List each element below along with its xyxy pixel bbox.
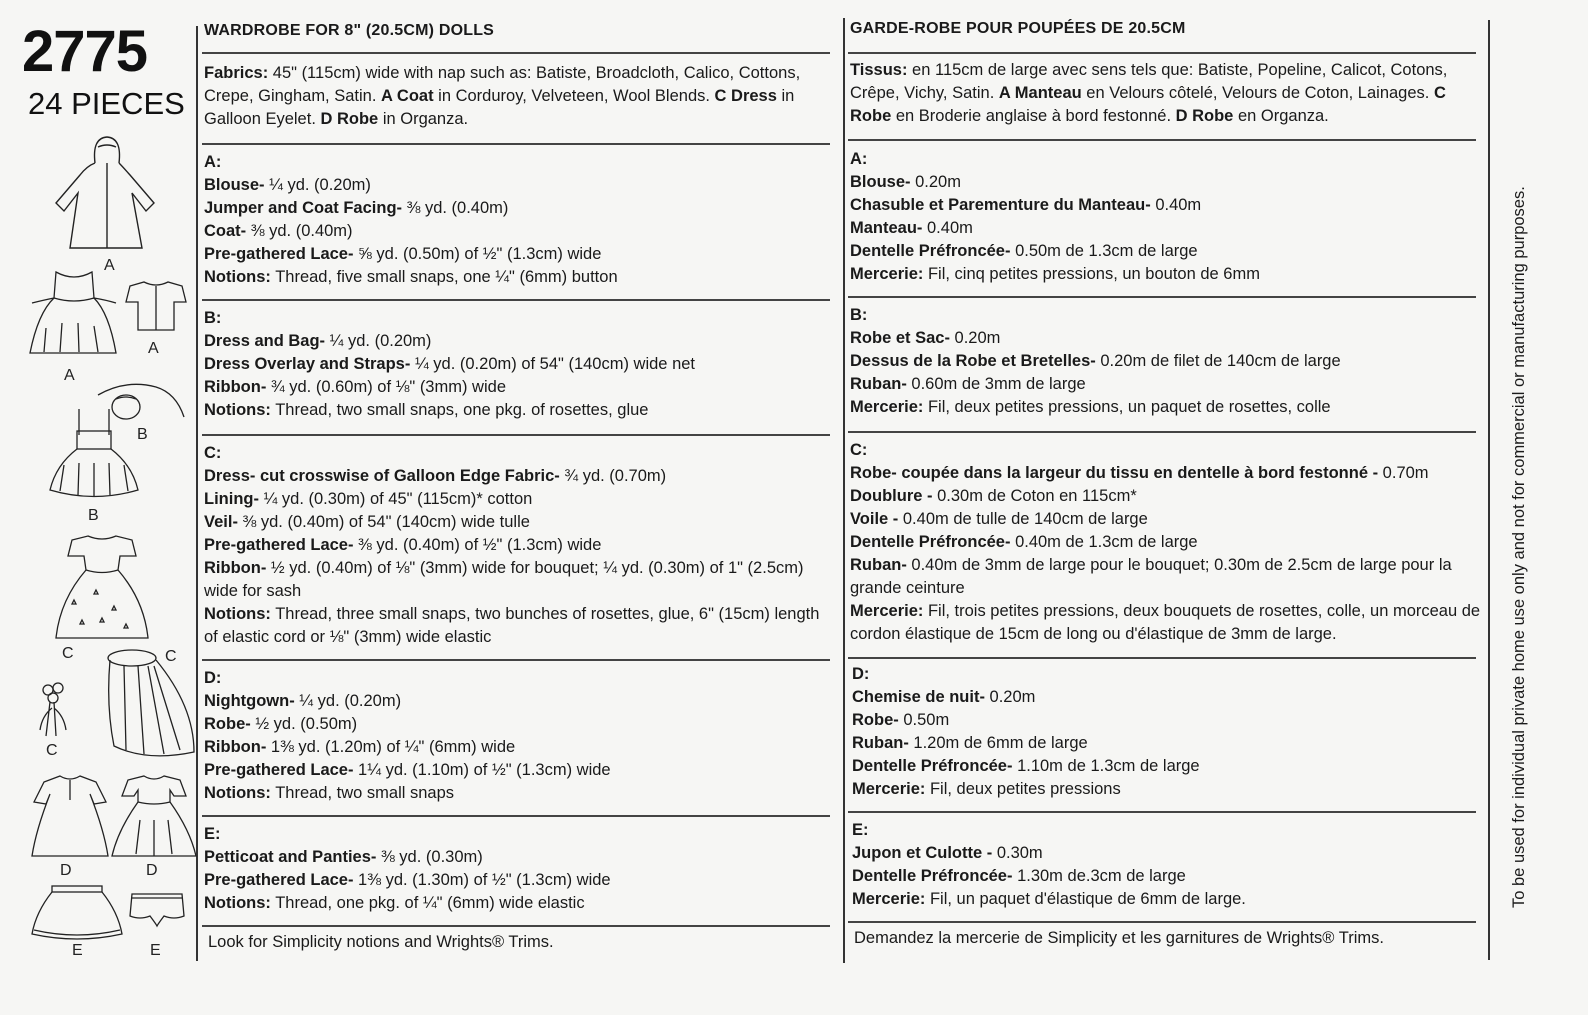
- material-label: Mercerie:: [850, 398, 924, 416]
- material-label: Chemise de nuit-: [852, 688, 985, 706]
- material-amount: 0.20m: [984, 688, 1036, 706]
- section-letter: C:: [204, 444, 222, 462]
- material-amount: ½ yd. (0.50m): [250, 715, 358, 733]
- illustration-petticoat: [30, 882, 124, 942]
- english-title: WARDROBE FOR 8" (20.5CM) DOLLS: [204, 22, 495, 39]
- section-letter: B:: [204, 309, 222, 327]
- material-label: Chasuble et Parementure du Manteau-: [850, 196, 1151, 214]
- material-label: Mercerie:: [852, 780, 926, 798]
- material-line: [204, 759, 834, 782]
- illustration-dress-b: [44, 405, 144, 500]
- illustration-panties: [128, 890, 186, 932]
- material-amount: ⅜ yd. (0.30m): [376, 848, 483, 866]
- material-label: Dress and Bag-: [204, 332, 326, 350]
- material-line: [852, 842, 1484, 865]
- material-label: Ribbon-: [204, 378, 267, 396]
- material-label: Doublure -: [850, 487, 933, 505]
- material-line: [204, 713, 834, 736]
- usage-disclaimer: To be used for individual private home use only and not for commercial or manufacturing purposes.: [1510, 186, 1528, 908]
- divider-right: [1488, 20, 1490, 960]
- material-amount: ⅝ yd. (0.50m) of ½" (1.3cm) wide: [353, 245, 602, 263]
- material-label: Notions:: [204, 784, 271, 802]
- material-line: [204, 782, 834, 805]
- english-fabrics: [204, 62, 834, 131]
- material-line: [204, 488, 834, 511]
- material-label: Dessus de la Robe et Bretelles-: [850, 352, 1096, 370]
- material-amount: 1.30m de.3cm de large: [1012, 867, 1186, 885]
- material-line: [852, 888, 1484, 911]
- material-line: [850, 396, 1482, 419]
- fabrics-text: Galloon Eyelet.: [204, 110, 321, 128]
- material-label: Veil-: [204, 513, 238, 531]
- material-line: [852, 865, 1484, 888]
- french-fabrics: [850, 59, 1482, 128]
- illustration-label: E: [72, 942, 83, 959]
- material-amount: 0.50m: [898, 711, 950, 729]
- material-amount: 1⅜ yd. (1.30m) of ½" (1.3cm) wide: [353, 871, 611, 889]
- material-line: [850, 462, 1482, 485]
- material-label: Jumper and Coat Facing-: [204, 199, 403, 217]
- illustration-blouse: [124, 278, 188, 333]
- material-label: Robe- coupée dans la largeur du tissu en dentelle à bord festonné -: [850, 464, 1379, 482]
- material-label: Robe et Sac-: [850, 329, 950, 347]
- material-line: [204, 603, 834, 649]
- material-line: [204, 266, 834, 289]
- illustration-label: C: [165, 648, 177, 665]
- rule: [202, 143, 830, 145]
- fabrics-label: Fabrics:: [204, 64, 269, 82]
- material-amount: 0.30m: [992, 844, 1043, 862]
- material-line: [204, 736, 834, 759]
- material-amount: 0.40m de tulle de 140cm de large: [898, 510, 1148, 528]
- material-label: Pre-gathered Lace-: [204, 536, 354, 554]
- illustration-jumper: [24, 268, 124, 360]
- material-amount: 0.40m de 1.3cm de large: [1010, 533, 1198, 551]
- fabrics-text: en Organza.: [1233, 107, 1329, 125]
- material-amount: Fil, trois petites pressions, deux bouquets de rosettes, colle, un morceau de cordon élastique de 15cm de long ou d'élastique de 3mm de large.: [850, 602, 1481, 643]
- material-line: [850, 263, 1482, 286]
- english-section-c: [204, 442, 834, 649]
- illustration-robe: [110, 770, 198, 860]
- rule: [202, 659, 830, 661]
- material-amount: 1⅜ yd. (1.20m) of ¼" (6mm) wide: [266, 738, 516, 756]
- section-letter: D:: [852, 665, 870, 683]
- material-amount: Thread, two small snaps, one pkg. of rosettes, glue: [270, 401, 649, 419]
- material-amount: 0.60m de 3mm de large: [906, 375, 1086, 393]
- material-amount: 0.20m: [910, 173, 961, 191]
- material-line: [852, 709, 1484, 732]
- french-section-d: [852, 663, 1484, 801]
- rule: [848, 431, 1476, 433]
- material-line: [850, 485, 1482, 508]
- material-line: [852, 732, 1484, 755]
- material-line: [850, 194, 1482, 217]
- pattern-number: 2775: [22, 19, 148, 84]
- section-letter: D:: [204, 669, 222, 687]
- english-section-e: [204, 823, 834, 915]
- illustration-label: A: [148, 340, 159, 357]
- material-amount: ¾ yd. (0.60m) of ⅛" (3mm) wide: [266, 378, 506, 396]
- material-amount: Thread, two small snaps: [270, 784, 455, 802]
- section-letter: A:: [850, 150, 868, 168]
- rule: [202, 815, 830, 817]
- rule: [202, 925, 830, 927]
- material-label: Ribbon-: [204, 738, 267, 756]
- material-line: [204, 330, 834, 353]
- coat-label: A Coat: [381, 87, 434, 105]
- dress-label: Robe: [850, 107, 892, 125]
- illustration-label: D: [146, 862, 158, 879]
- illustration-nightgown: [30, 770, 110, 860]
- material-line: [204, 557, 834, 603]
- divider-middle: [843, 18, 845, 963]
- material-amount: Fil, cinq petites pressions, un bouton de 6mm: [923, 265, 1260, 283]
- illustration-label: A: [104, 257, 115, 274]
- material-label: Mercerie:: [850, 265, 924, 283]
- material-amount: 0.40m de 3mm de large pour le bouquet; 0.30m de 2.5cm de large pour la grande ceinture: [850, 556, 1452, 597]
- rule: [848, 921, 1476, 923]
- material-label: Pre-gathered Lace-: [204, 245, 354, 263]
- material-label: Ruban-: [852, 734, 909, 752]
- rule: [202, 434, 830, 436]
- material-line: [850, 240, 1482, 263]
- material-amount: Thread, one pkg. of ¼" (6mm) wide elastic: [270, 894, 585, 912]
- section-letter: A:: [204, 153, 222, 171]
- material-label: Manteau-: [850, 219, 923, 237]
- fabrics-text: en Velours côtelé, Velours de Coton, Lainages.: [1081, 84, 1434, 102]
- material-line: [852, 778, 1484, 801]
- material-amount: 0.30m de Coton en 115cm*: [932, 487, 1137, 505]
- french-section-b: [850, 304, 1482, 419]
- material-label: Mercerie:: [852, 890, 926, 908]
- fabrics-text: Crepe, Gingham, Satin.: [204, 87, 382, 105]
- french-section-a: [850, 148, 1482, 286]
- material-label: Ruban-: [850, 556, 907, 574]
- french-footer-note: Demandez la mercerie de Simplicity et les garnitures de Wrights® Trims.: [854, 929, 1384, 947]
- french-section-c: [850, 439, 1482, 646]
- material-amount: Thread, three small snaps, two bunches of rosettes, glue, 6" (15cm) length of elastic cord or ⅛" (3mm) wide elastic: [204, 605, 820, 646]
- material-amount: ¼ yd. (0.20m): [325, 332, 432, 350]
- rule: [848, 139, 1476, 141]
- section-letter: E:: [852, 821, 869, 839]
- fabrics-text: in Organza.: [378, 110, 469, 128]
- illustration-label: C: [62, 645, 74, 662]
- material-line: [204, 197, 834, 220]
- material-amount: ¾ yd. (0.70m): [559, 467, 667, 485]
- fabrics-text: en 115cm de large avec sens tels que: Batiste, Popeline, Calicot, Cotons,: [907, 61, 1448, 79]
- material-label: Nightgown-: [204, 692, 295, 710]
- material-amount: 0.20m de filet de 140cm de large: [1095, 352, 1341, 370]
- fabrics-text: en Broderie anglaise à bord festonné.: [891, 107, 1176, 125]
- material-label: Ribbon-: [204, 559, 267, 577]
- material-label: Dress- cut crosswise of Galloon Edge Fabric-: [204, 467, 560, 485]
- illustration-label: B: [137, 426, 148, 443]
- robe-label: D Robe: [320, 110, 379, 128]
- french-section-e: [852, 819, 1484, 911]
- material-label: Coat-: [204, 222, 247, 240]
- material-line: [204, 892, 834, 915]
- material-label: Notions:: [204, 401, 271, 419]
- material-label: Voile -: [850, 510, 899, 528]
- fabrics-text: Crêpe, Vichy, Satin.: [850, 84, 999, 102]
- material-line: [850, 171, 1482, 194]
- material-amount: ¼ yd. (0.20m): [294, 692, 402, 710]
- material-amount: 1.10m de 1.3cm de large: [1012, 757, 1200, 775]
- material-line: [204, 465, 834, 488]
- material-amount: ⅜ yd. (0.40m) of 54" (140cm) wide tulle: [237, 513, 530, 531]
- material-label: Petticoat and Panties-: [204, 848, 377, 866]
- piece-count: 24 PIECES: [28, 86, 185, 121]
- material-label: Lining-: [204, 490, 259, 508]
- english-section-b: [204, 307, 834, 422]
- material-label: Pre-gathered Lace-: [204, 871, 354, 889]
- material-line: [204, 869, 834, 892]
- material-line: [850, 531, 1482, 554]
- material-amount: 1.20m de 6mm de large: [908, 734, 1088, 752]
- material-label: Blouse-: [204, 176, 265, 194]
- material-amount: ¼ yd. (0.20m): [264, 176, 371, 194]
- section-letter: B:: [850, 306, 868, 324]
- section-letter: C:: [850, 441, 868, 459]
- dress-label: C Dress: [714, 87, 777, 105]
- material-line: [850, 327, 1482, 350]
- material-amount: ⅜ yd. (0.40m): [246, 222, 353, 240]
- material-amount: 0.70m: [1378, 464, 1429, 482]
- material-amount: 0.50m de 1.3cm de large: [1010, 242, 1198, 260]
- material-label: Notions:: [204, 894, 271, 912]
- french-title: GARDE-ROBE POUR POUPÉES DE 20.5CM: [850, 20, 1186, 37]
- material-line: [850, 508, 1482, 531]
- material-label: Blouse-: [850, 173, 911, 191]
- fabrics-text: 45" (115cm) wide with nap such as: Batiste, Broadcloth, Calico, Cottons,: [268, 64, 801, 82]
- illustration-label: C: [46, 742, 58, 759]
- illustration-label: E: [150, 942, 161, 959]
- coat-label: A Manteau: [998, 84, 1082, 102]
- rule: [202, 52, 830, 54]
- material-line: [850, 373, 1482, 396]
- english-section-d: [204, 667, 834, 805]
- illustration-coat: [52, 133, 157, 253]
- illustration-bouquet: [34, 680, 74, 740]
- material-line: [850, 350, 1482, 373]
- rule: [848, 52, 1476, 54]
- english-footer-note: Look for Simplicity notions and Wrights® Trims.: [208, 933, 554, 951]
- material-line: [850, 217, 1482, 240]
- material-line: [204, 376, 834, 399]
- material-label: Notions:: [204, 268, 271, 286]
- fabrics-label: Tissus:: [850, 61, 908, 79]
- material-label: Robe-: [852, 711, 899, 729]
- material-line: [204, 220, 834, 243]
- material-amount: Thread, five small snaps, one ¼" (6mm) button: [270, 268, 618, 286]
- material-amount: 1¼ yd. (1.10m) of ½" (1.3cm) wide: [353, 761, 611, 779]
- material-line: [204, 353, 834, 376]
- english-section-a: [204, 151, 834, 289]
- illustration-dress-c: [52, 530, 152, 642]
- material-amount: Fil, deux petites pressions, un paquet de rosettes, colle: [923, 398, 1331, 416]
- section-letter: E:: [204, 825, 221, 843]
- material-line: [852, 755, 1484, 778]
- rule: [202, 299, 830, 301]
- rule: [848, 296, 1476, 298]
- material-label: Dentelle Préfroncée-: [852, 867, 1013, 885]
- material-amount: 0.20m: [949, 329, 1001, 347]
- material-line: [204, 534, 834, 557]
- material-label: Dentelle Préfroncée-: [850, 533, 1011, 551]
- material-amount: ¼ yd. (0.30m) of 45" (115cm)* cotton: [258, 490, 533, 508]
- material-label: Pre-gathered Lace-: [204, 761, 354, 779]
- material-line: [850, 554, 1482, 600]
- material-amount: ⅜ yd. (0.40m): [402, 199, 509, 217]
- material-label: Notions:: [204, 605, 271, 623]
- rule: [848, 811, 1476, 813]
- rule: [848, 657, 1476, 659]
- material-amount: Fil, un paquet d'élastique de 6mm de large.: [925, 890, 1246, 908]
- material-label: Ruban-: [850, 375, 907, 393]
- material-amount: 0.40m: [1150, 196, 1202, 214]
- material-label: Mercerie:: [850, 602, 924, 620]
- material-amount: ⅜ yd. (0.40m) of ½" (1.3cm) wide: [353, 536, 602, 554]
- robe-label: D Robe: [1175, 107, 1234, 125]
- material-amount: Fil, deux petites pressions: [925, 780, 1121, 798]
- material-amount: ¼ yd. (0.20m) of 54" (140cm) wide net: [410, 355, 696, 373]
- fabrics-text: in: [776, 87, 795, 105]
- material-amount: ½ yd. (0.40m) of ⅛" (3mm) wide for bouquet; ¼ yd. (0.30m) of 1" (2.5cm) wide for sash: [204, 559, 804, 600]
- material-label: Dentelle Préfroncée-: [850, 242, 1011, 260]
- material-line: [204, 399, 834, 422]
- material-label: Robe-: [204, 715, 251, 733]
- illustration-label: D: [60, 862, 72, 879]
- material-line: [850, 600, 1482, 646]
- illustration-label: B: [88, 507, 99, 524]
- material-amount: 0.40m: [922, 219, 973, 237]
- material-label: Dentelle Préfroncée-: [852, 757, 1013, 775]
- illustration-label: A: [64, 367, 75, 384]
- material-line: [204, 511, 834, 534]
- material-label: Jupon et Culotte -: [852, 844, 993, 862]
- material-line: [204, 174, 834, 197]
- illustration-veil: [102, 646, 198, 764]
- material-line: [204, 243, 834, 266]
- material-line: [204, 690, 834, 713]
- material-line: [852, 686, 1484, 709]
- material-line: [204, 846, 834, 869]
- fabrics-text: in Corduroy, Velveteen, Wool Blends.: [433, 87, 715, 105]
- material-label: Dress Overlay and Straps-: [204, 355, 411, 373]
- dress-label: C: [1433, 84, 1446, 102]
